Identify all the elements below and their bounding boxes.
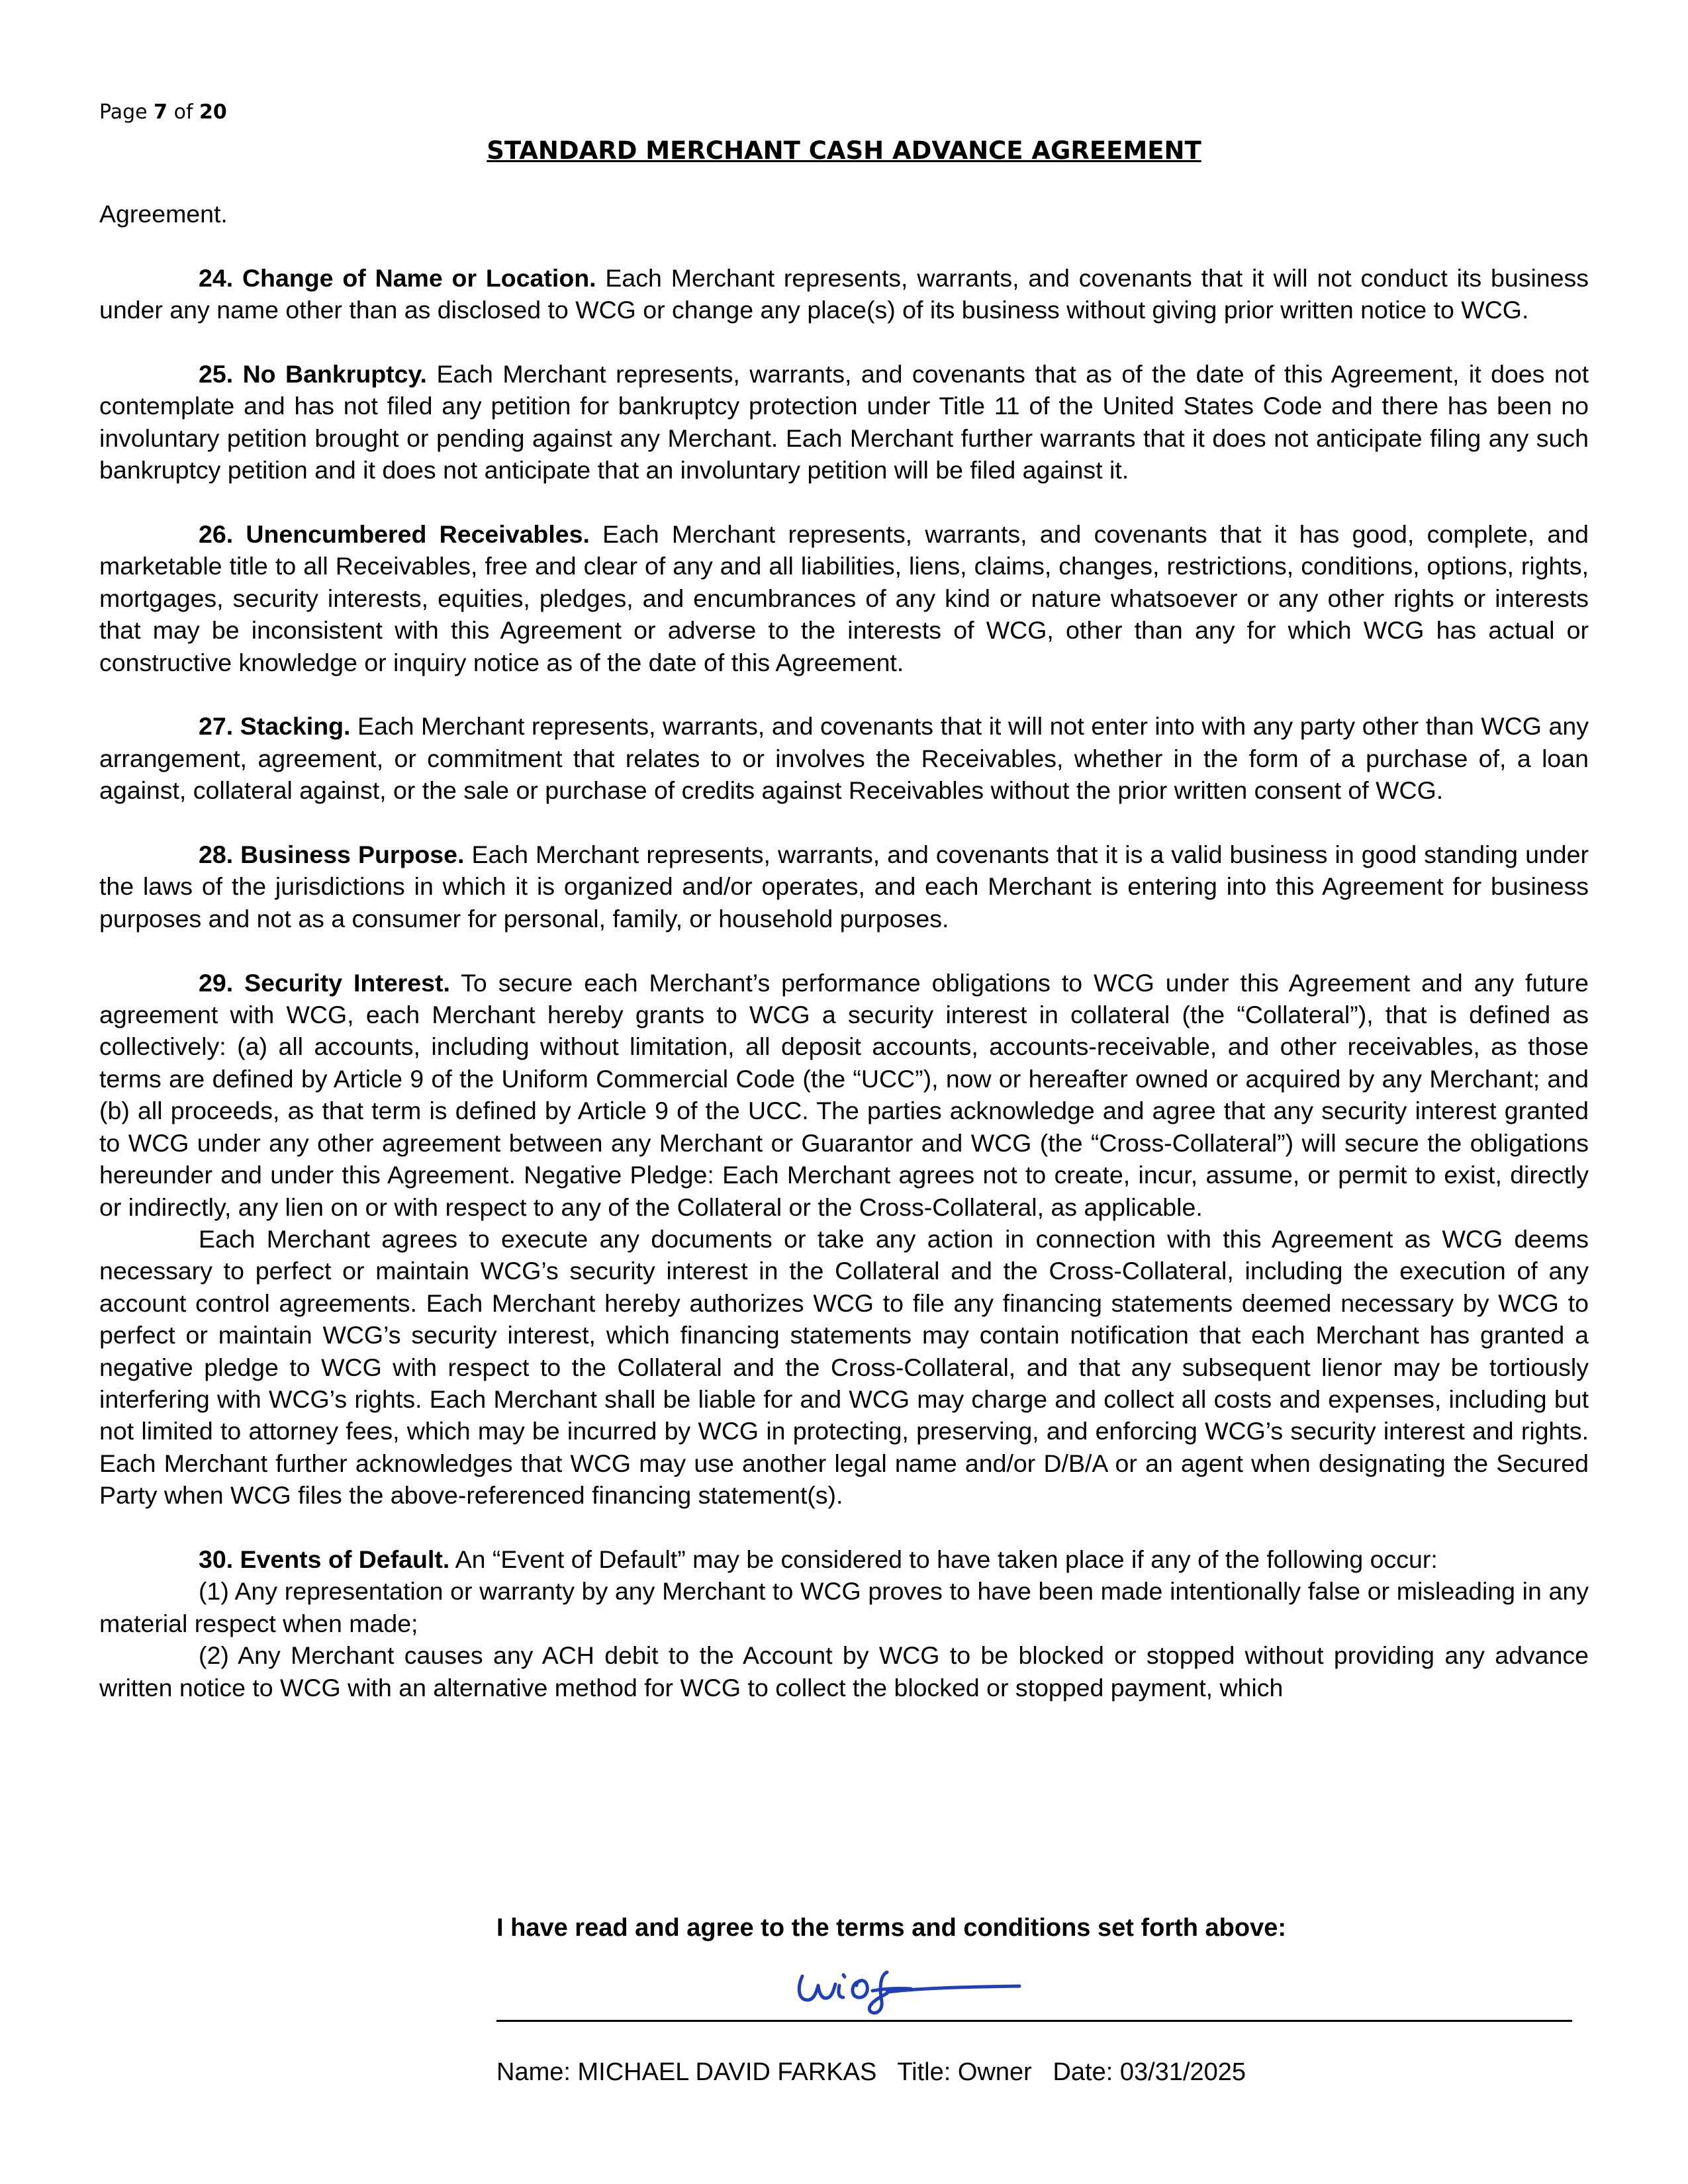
acknowledgement-text: I have read and agree to the terms and conditions set forth above: [496, 1914, 1287, 1942]
section-30-heading: 30. Events of Default. [199, 1545, 450, 1573]
page-prefix: Page [99, 101, 154, 124]
signature-strokes [799, 1972, 1019, 2013]
section-28 [99, 839, 1589, 934]
signed-date: 03/31/2025 [1119, 2058, 1246, 2086]
handwritten-signature [788, 1959, 1026, 2019]
section-30-item-2: (2) Any Merchant causes any ACH debit to the Account by WCG to be blocked or stopped without providing any advance written notice to WCG with an alternative method for WCG to collect the blocked or stopped payment, which [99, 1641, 1589, 1702]
section-26 [99, 518, 1589, 678]
page-current: 7 [154, 101, 168, 124]
section-25 [99, 358, 1589, 486]
section-29-paragraph-2: Each Merchant agrees to execute any documents or take any action in connection with this Agreement as WCG deems necessary to perfect or maintain WCG’s security interest in the Collateral and the Cross-Collateral, including the execution of any account control agreements. Each Merchant hereby authorizes WCG to file any financing statements deemed necessary by WCG to perfect or maintain WCG’s security interest, which financing statements may contain notification that each Merchant has granted a negative pledge to WCG with respect to the Collateral and the Cross-Collateral, and that any subsequent lienor may be tortiously interfering with WCG’s rights. Each Merchant shall be liable for and WCG may charge and collect all costs and expenses, including but not limited to attorney fees, which may be incurred by WCG in protecting, preserving, and enforcing WCG’s security interest and rights. Each Merchant further acknowledges that WCG may use another legal name and/or D/B/A or an agent when designating the Secured Party when WCG files the above-referenced financing statement(s). [99, 1224, 1589, 1510]
date-label: Date: [1053, 2058, 1120, 2086]
section-27-text: Each Merchant represents, warrants, and covenants that it will not enter into with any party other than WCG any arrangement, agreement, or commitment that relates to or involves the Receivables, whether in the form of a purchase of, a loan against, collateral against, or the sale or purchase of credits against Receivables without the prior written consent of WCG. [99, 712, 1589, 805]
section-26-text: Each Merchant represents, warrants, and covenants that it has good, complete, and marketable title to all Receivables, free and clear of any and all liabilities, liens, claims, changes, restrictions, conditions, options, rights, mortgages, security interests, equities, pledges, and encumbrances of any kind or nature whatsoever or any other rights or interests that may be inconsistent with this Agreement or adverse to the interests of WCG, other than any for which WCG has actual or constructive knowledge or inquiry notice as of the date of this Agreement. [99, 520, 1589, 676]
section-24-text: Each Merchant represents, warrants, and covenants that it will not conduct its business under any name other than as disclosed to WCG or change any place(s) of its business without giving prior written notice to WCG. [99, 263, 1589, 324]
section-29-heading: 29. Security Interest. [199, 968, 450, 997]
document-title: STANDARD MERCHANT CASH ADVANCE AGREEMENT [487, 136, 1201, 165]
page-of: of [167, 101, 200, 124]
section-29-text: To secure each Merchant’s performance obligations to WCG under this Agreement and any future agreement with WCG, each Merchant hereby grants to WCG a security interest in collateral (the “Collateral”), that is defined as collectively: (a) all accounts, including without limitation, all deposit accounts, accounts-receivable, and other receivables, as those terms are defined by Article 9 of the Uniform Commercial Code (the “UCC”), now or hereafter owned or acquired by any Merchant; and (b) all proceeds, as that term is defined by Article 9 of the UCC. The parties acknowledge and agree that any security interest granted to WCG under any other agreement between any Merchant or Guarantor and WCG (the “Cross-Collateral”) will secure the obligations hereunder and under this Agreement. Negative Pledge: Each Merchant agrees not to create, incur, assume, or permit to exist, directly or indirectly, any lien on or with respect to any of the Collateral or the Cross-Collateral, as applicable. [99, 968, 1589, 1221]
section-27 [99, 710, 1589, 806]
section-29 [99, 967, 1589, 1223]
section-28-heading: 28. Business Purpose. [199, 841, 465, 869]
lead-text: Agreement. [99, 200, 228, 228]
signature-line [496, 2020, 1572, 2022]
name-label: Name: [496, 2058, 578, 2086]
signer-details [496, 2058, 1246, 2087]
section-24-heading: 24. Change of Name or Location. [199, 263, 596, 292]
signer-name: MICHAEL DAVID FARKAS [577, 2058, 877, 2086]
document-body [99, 198, 1589, 1704]
section-30-item-1: (1) Any representation or warranty by any Merchant to WCG proves to have been made intentionally false or misleading in any material respect when made; [99, 1577, 1589, 1637]
page-total: 20 [199, 101, 227, 124]
section-24 [99, 262, 1589, 326]
section-30-text: An “Event of Default” may be considered to have taken place if any of the following occur: [449, 1545, 1438, 1573]
section-25-text: Each Merchant represents, warrants, and covenants that as of the date of this Agreement, it does not contemplate and has not filed any petition for bankruptcy protection under Title 11 of the United States Code and there has been no involuntary petition brought or pending against any Merchant. Each Merchant further warrants that it does not anticipate filing any such bankruptcy petition and it does not anticipate that an involuntary petition will be filed against it. [99, 360, 1589, 484]
section-26-heading: 26. Unencumbered Receivables. [199, 520, 590, 549]
title-label: Title: [897, 2058, 958, 2086]
section-30 [99, 1543, 1589, 1575]
section-28-text: Each Merchant represents, warrants, and covenants that it is a valid business in good standing under the laws of the jurisdictions in which it is organized and/or operates, and each Merchant is entering into this Agreement for business purposes and not as a consumer for personal, family, or household purposes. [99, 841, 1589, 933]
page-number [99, 101, 227, 124]
signer-title: Owner [957, 2058, 1032, 2086]
section-25-heading: 25. No Bankruptcy. [199, 360, 427, 388]
section-27-heading: 27. Stacking. [199, 712, 351, 741]
